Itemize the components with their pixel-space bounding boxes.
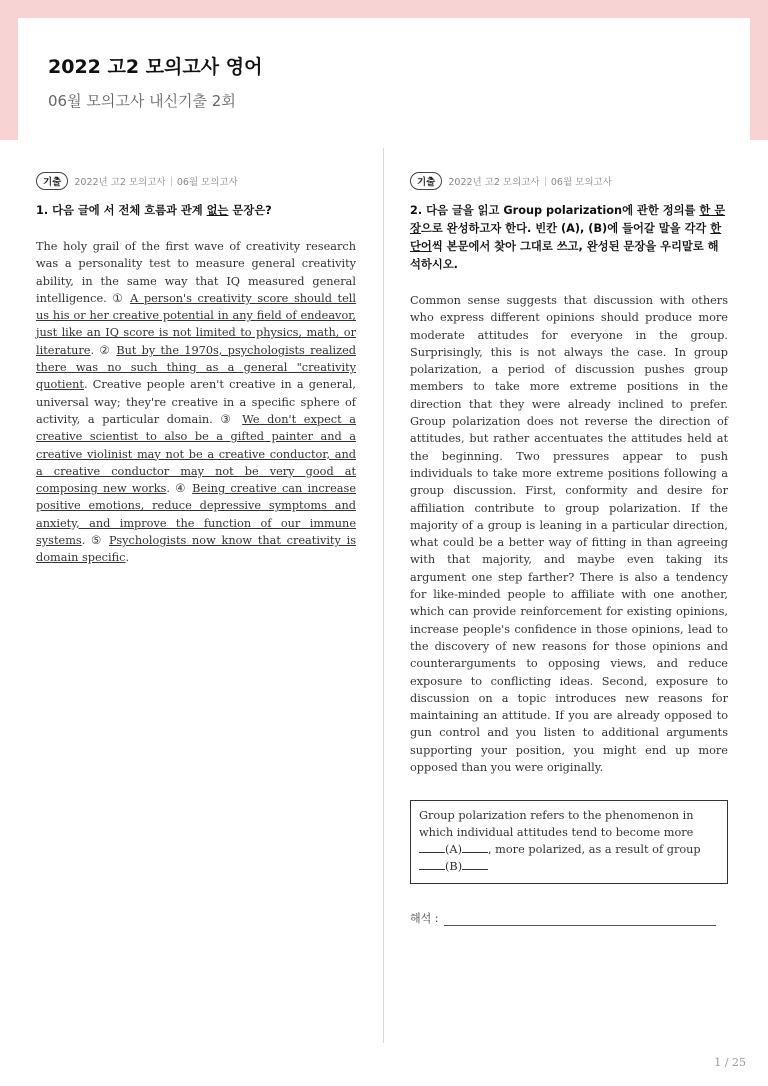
blank-b-label: (B) [445,860,463,874]
question-1 [36,172,356,567]
question-emphasis: 한 단어 [410,222,722,253]
column-divider [383,148,384,1043]
meta-year: 2022년 고2 모의고사 [448,177,540,188]
meta-month: 06월 모의고사 [176,177,238,188]
page-subtitle: 06월 모의고사 내신기출 2회 [48,92,236,110]
passage-text: . ⑤ [81,534,110,548]
translation-answer-line[interactable] [444,914,716,926]
translation-answer [410,910,728,926]
question-text: 문장은? [228,204,272,217]
question-emphasis: 없는 [206,204,229,217]
meta-separator: | [543,175,547,187]
question-2-prompt [410,202,728,274]
page-title: 2022 고2 모의고사 영어 [48,56,263,78]
question-2-meta [410,172,728,190]
blank-a-label: (A) [445,843,462,857]
question-text: 1. 다음 글에 서 전체 흐름과 관계 [36,204,207,217]
question-text: 씩 본문에서 찾아 그대로 쓰고, 완성된 문장을 우리말로 해석하시오. [410,240,719,271]
meta-year: 2022년 고2 모의고사 [74,177,166,188]
choice-3-sentence: We don't expect a creative scientist to also be a gifted painter and a creative violinist may not be a creative conductor, and a creative conductor may not be very good at composing new works [36,412,356,496]
summary-text: , more polarized, as a result of group [487,843,701,857]
blank-line [419,841,445,853]
question-2 [410,172,728,926]
passage-text: . [125,551,130,565]
blank-line [419,858,445,870]
summary-box [410,800,728,884]
summary-text: Group polarization refers to the phenomenon in which individual attitudes tend to become more [419,809,694,840]
passage-text: . ② [90,343,117,357]
header-card [18,18,750,140]
choice-1-sentence: A person's creativity score should tell us his or her creative potential in any field of endeavor, just like an IQ score is not limited to physics, math, or literature [36,291,356,357]
translation-label: 해석 : [410,912,439,926]
meta-month: 06월 모의고사 [550,177,612,188]
choice-2-sentence: But by the 1970s, psychologists realized there was no such thing as a general "creativity quotient [36,343,356,392]
exam-tag: 기출 [410,172,442,190]
question-2-passage: Common sense suggests that discussion with others who express different opinions should produce more moderate attitudes for everyone in the group. Surprisingly, this is not always the case. In group polarization, a period of discussion pushes group members to take more extreme positions in the direction that they were already inclined to prefer. Group polarization does not reverse the direction of attitudes, but rather accentuates the attitudes held at the beginning. Two pressures appear to push individuals to take more extreme positions following a group discussion. First, conformity and desire for affiliation contribute to group polarization. If the majority of a group is leaning in a particular direction, what could be a better way of fitting in than agreeing with that majority, and maybe even taking its argument one step farther? There is also a tendency for like-minded people to affiliate with one another, which can provide reinforcement for existing opinions, increase people's confidence in those opinions, lead to the discovery of new reasons for those opinions and counterarguments to opposing views, and reduce exposure to conflicting ideas. Second, exposure to discussion on a topic introduces new reasons for maintaining an attitude. If you are already opposed to gun control and you listen to additional arguments supporting your position, you might end up more opposed than you were originally. [410,294,728,775]
choice-4-sentence: Being creative can increase positive emotions, reduce depressive symptoms and anxiety, and improve the function of our immune systems [36,482,357,548]
passage-text: . Creative people aren't creative in a general, universal way; they're creative in a specific sphere of activity, a particular domain. ③ [36,378,356,426]
passage-text: The holy grail of the first wave of creativity research was a personality test to measure general creativity ability, in the same way that IQ measured general intelligence. ① [36,240,356,305]
question-text: 2. 다음 글을 읽고 Group polarization에 관한 정의를 [410,204,700,217]
question-emphasis: 한 문장 [410,204,726,235]
meta-separator: | [169,175,173,187]
question-1-meta [36,172,356,190]
blank-line [462,858,488,870]
page-number: 1 / 25 [714,1056,746,1069]
passage-text: . ④ [166,482,193,496]
question-1-passage [36,238,356,567]
exam-tag: 기출 [36,172,68,190]
question-text: 으로 완성하고자 한다. 빈칸 (A), (B)에 들어갈 말을 각각 [420,222,711,235]
blank-line [462,841,488,853]
choice-5-sentence: Psychologists now know that creativity is domain specific [36,534,356,565]
question-1-prompt [36,202,356,220]
